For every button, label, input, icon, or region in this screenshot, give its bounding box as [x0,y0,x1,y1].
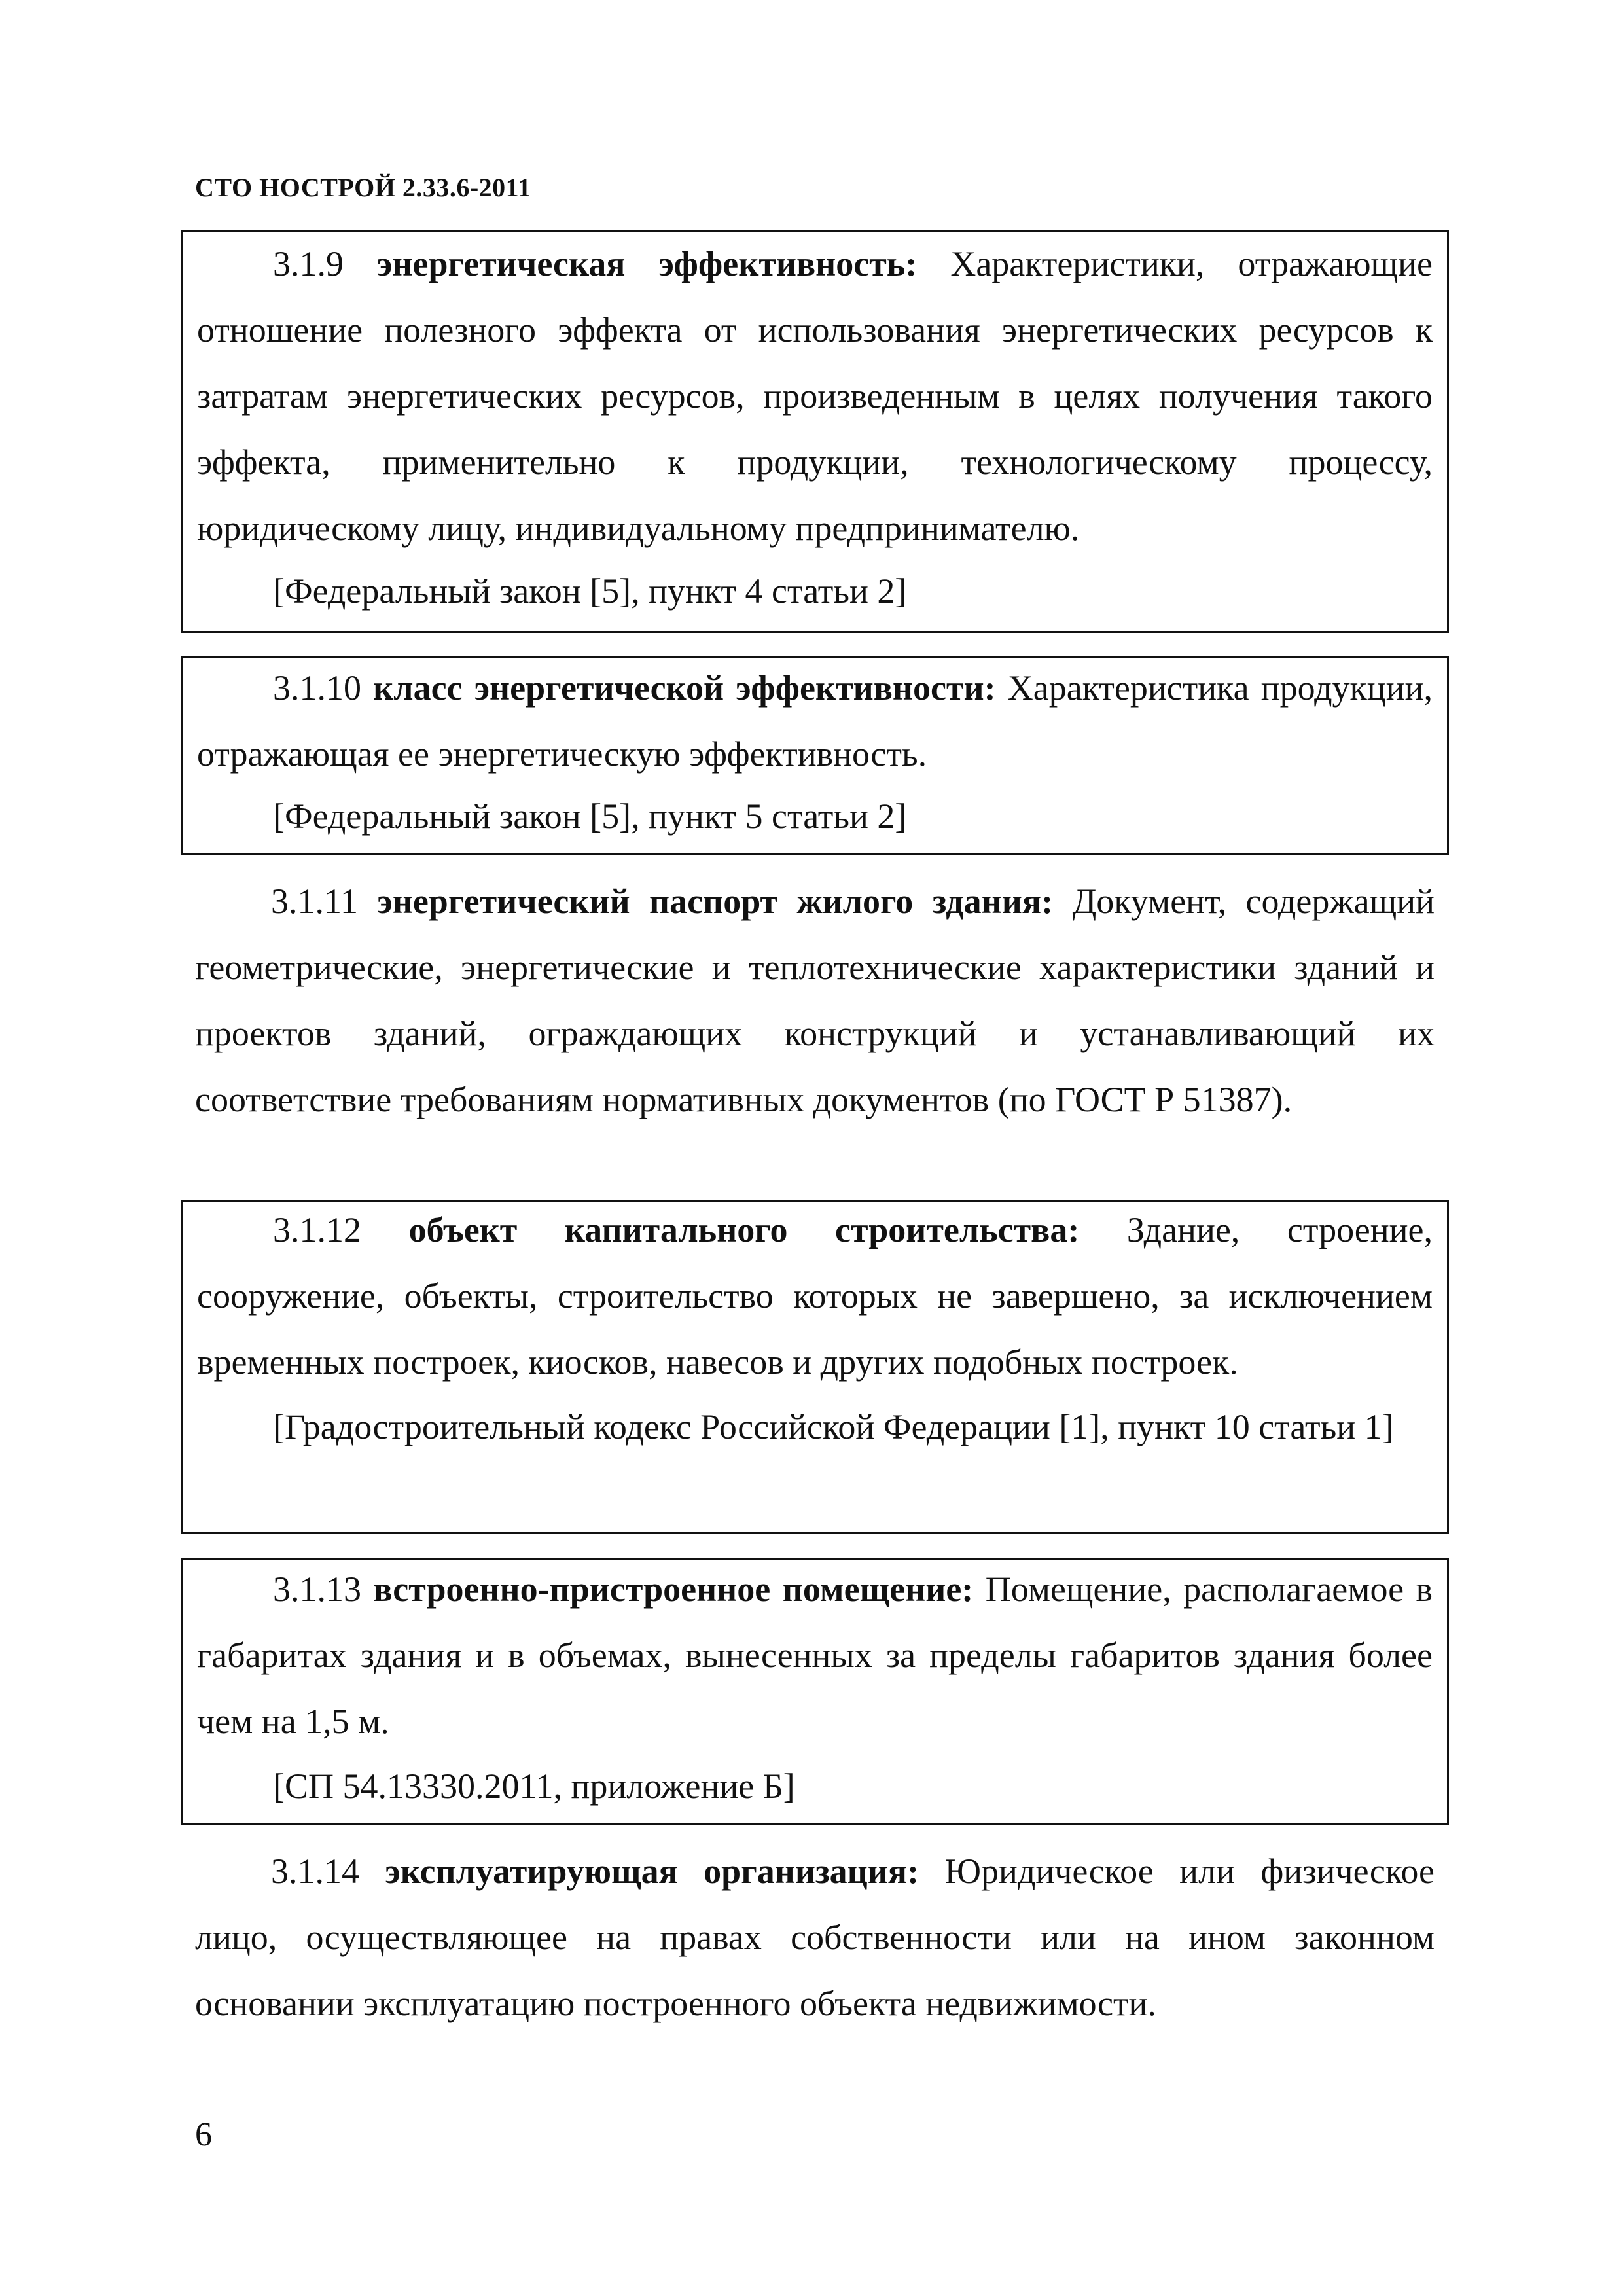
definition-paragraph [195,869,1435,1133]
clause-number: 3.1.11 [271,882,358,921]
definition-text: Характеристики, отражающие отношение полезного эффекта от использования энергетических ресурсов к затратам энергетических ресурсов, произведенным в целях получения такого эффекта, применительно к продукции, технологическому процессу, юридическому лицу, индивидуальному предпринимателю. [197,244,1433,548]
clause-number: 3.1.14 [271,1852,359,1891]
defined-term: энергетическая эффективность: [377,244,918,283]
definition-block-3-1-11 [181,869,1449,1196]
clause-number: 3.1.12 [273,1210,361,1249]
defined-term: класс энергетической эффективности: [373,668,996,708]
definition-box-3-1-10 [181,656,1449,855]
definition-box-3-1-13 [181,1558,1449,1825]
clause-number: 3.1.9 [273,244,344,283]
definition-paragraph [197,1197,1433,1395]
source-reference: [Градостроительный кодекс Российской Федерации [1], пункт 10 статьи 1] [273,1407,1394,1446]
document-code-header: СТО НОСТРОЙ 2.33.6-2011 [195,173,531,202]
source-reference: [Федеральный закон [5], пункт 5 статьи 2] [273,797,907,836]
defined-term: объект капитального строительства: [408,1210,1080,1249]
definition-text: Юридическое или физическое лицо, осуществляющее на правах собственности или на ином законном основании эксплуатацию построенного объекта недвижимости. [195,1852,1435,2023]
definition-block-3-1-14 [181,1839,1449,2048]
definition-text: Документ, содержащий геометрические, энергетические и теплотехнические характеристики зданий и проектов зданий, ограждающих конструкций и устанавливающий их соответствие требованиям нормативных документов (по ГОСТ Р 51387). [195,882,1435,1119]
definition-text: Помещение, располагаемое в габаритах здания и в объемах, вынесенных за пределы габаритов здания более чем на 1,5 м. [197,1570,1433,1741]
definition-text: Характеристика продукции, отражающая ее энергетическую эффективность. [197,668,1433,774]
definition-paragraph [197,655,1433,787]
definition-box-3-1-9 [181,230,1449,633]
source-reference: [СП 54.13330.2011, приложение Б] [273,1767,795,1806]
definition-paragraph [197,231,1433,562]
definition-text: Здание, строение, сооружение, объекты, строительство которых не завершено, за исключением временных построек, киосков, навесов и других подобных построек. [197,1210,1433,1382]
defined-term: эксплуатирующая организация: [385,1852,919,1891]
clause-number: 3.1.10 [273,668,361,708]
source-reference: [Федеральный закон [5], пункт 4 статьи 2] [273,571,907,611]
defined-term: встроенно-пристроенное помещение: [373,1570,974,1609]
definition-paragraph [195,1839,1435,2037]
clause-number: 3.1.13 [273,1570,361,1609]
definition-paragraph [197,1556,1433,1755]
definition-box-3-1-12 [181,1200,1449,1534]
defined-term: энергетический паспорт жилого здания: [377,882,1054,921]
page-number: 6 [195,2116,212,2153]
